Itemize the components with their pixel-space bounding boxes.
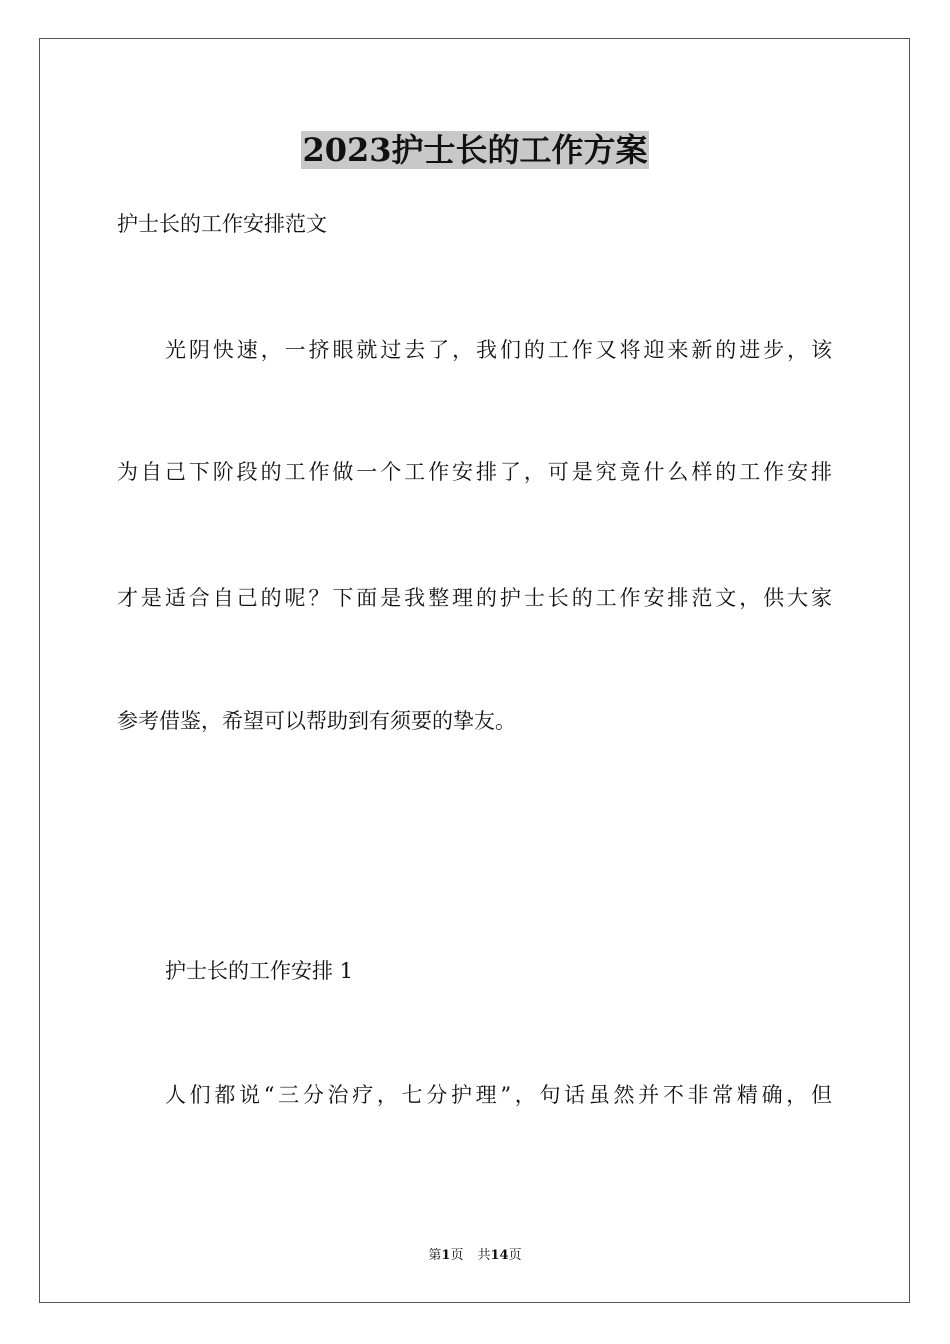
- footer-page-unit: 页: [450, 1248, 464, 1263]
- page-footer: [0, 1247, 950, 1265]
- paragraph-1-line-2: 为自己下阶段的工作做一个工作安排了，可是究竟什么样的工作安排: [117, 460, 832, 484]
- paragraph-1-line-3: 才是适合自己的呢？下面是我整理的护士长的工作安排范文，供大家: [117, 586, 832, 610]
- footer-total-unit: 页: [508, 1248, 522, 1263]
- section-heading: 护士长的工作安排 1: [165, 959, 354, 983]
- footer-total-prefix: 共: [477, 1248, 491, 1263]
- document-subtitle: 护士长的工作安排范文: [117, 212, 327, 236]
- document-title-text: 2023护士长的工作方案: [302, 131, 648, 169]
- document-title: [0, 128, 950, 172]
- footer-page-current: 1: [441, 1248, 451, 1263]
- footer-page-prefix: 第: [428, 1248, 442, 1263]
- footer-page-total: 14: [490, 1248, 509, 1263]
- paragraph-1-line-1: 光阴快速，一挤眼就过去了，我们的工作又将迎来新的进步，该: [165, 338, 832, 362]
- paragraph-1-line-4: 参考借鉴，希望可以帮助到有须要的挚友。: [117, 709, 516, 733]
- paragraph-2-line-1: 人们都说“三分治疗，七分护理”，句话虽然并不非常精确，但: [165, 1083, 832, 1107]
